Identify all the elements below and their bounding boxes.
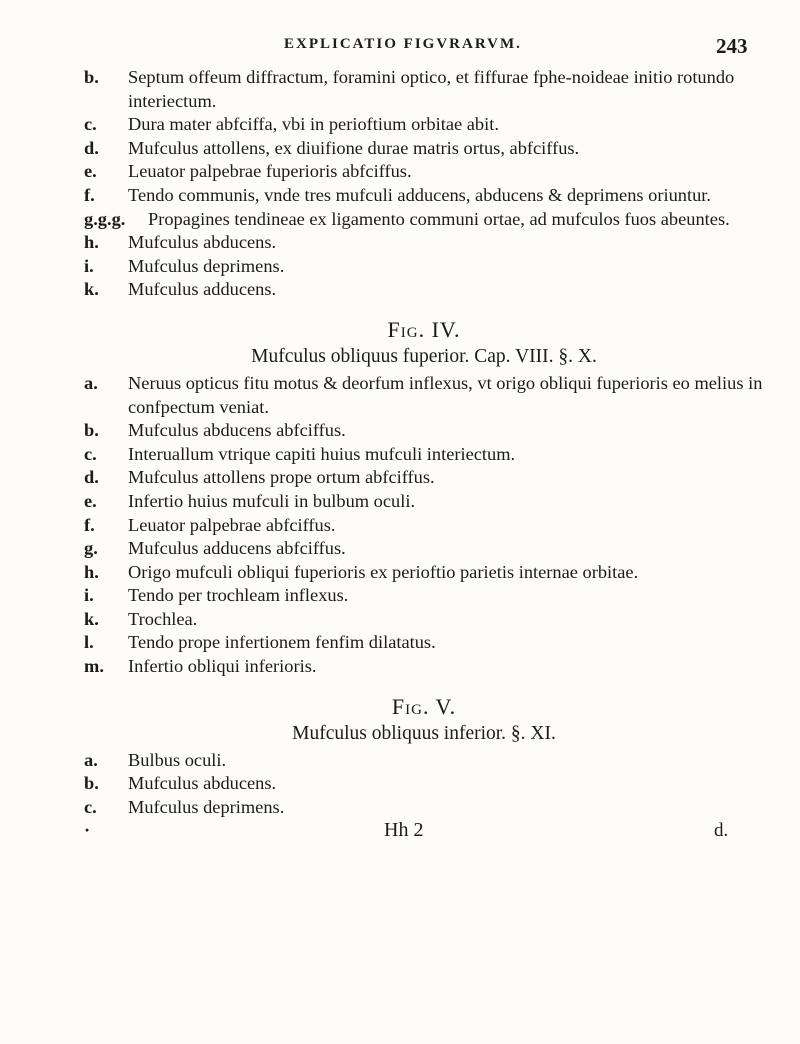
entry-letter: b.: [84, 67, 99, 87]
entry-text: Septum offeum diffractum, foramini optico, et fiffurae fphe-noideae initio rotundo interiectum.: [128, 67, 735, 111]
entry-text: Trochlea.: [128, 608, 198, 629]
signature-mark: Hh 2: [384, 819, 424, 842]
entry-text: Interuallum vtrique capiti huius mufculi interiectum.: [128, 443, 516, 464]
entry-text: Infertio huius mufculi in bulbum oculi.: [128, 490, 416, 511]
legend-entry: [84, 208, 764, 232]
entry-letter: c.: [84, 114, 97, 135]
fig3-legend-continued: [84, 66, 764, 302]
entry-letter: a.: [84, 372, 98, 393]
legend-entry: [84, 796, 764, 820]
page-content: [84, 66, 764, 843]
entry-text: Neruus opticus fitu motus & deorfum inflexus, vt origo obliqui fuperioris eo melius in confpectum veniat.: [128, 372, 763, 417]
entry-text: Mufculus abducens.: [128, 773, 277, 794]
legend-entry: [84, 772, 764, 796]
legend-entry: [84, 749, 764, 773]
entry-text: Mufculus abducens abfciffus.: [128, 420, 346, 441]
legend-entry: [84, 443, 764, 467]
entry-letter: m.: [84, 656, 104, 677]
legend-entry: [84, 278, 764, 302]
entry-letter: b.: [84, 420, 99, 441]
legend-entry: [84, 419, 764, 443]
entry-text: Mufculus adducens.: [128, 279, 277, 300]
legend-entry: [84, 255, 764, 279]
entry-letter: k.: [84, 279, 99, 300]
page-number: 243: [716, 34, 748, 58]
entry-letter: h.: [84, 561, 99, 582]
footer-mark: ·: [84, 820, 91, 841]
legend-entry: [84, 561, 764, 585]
entry-text: Leuator palpebrae abfciffus.: [128, 514, 336, 535]
entry-letter: c.: [84, 443, 97, 464]
page-header: [0, 30, 800, 60]
entry-text: Propagines tendineae ex ligamento communi ortae, ad mufculos fuos abeuntes.: [148, 208, 730, 229]
entry-letter: e.: [84, 490, 97, 511]
entry-text: Infertio obliqui inferioris.: [128, 656, 317, 677]
figure-subtitle: Mufculus obliquus inferior. §. XI.: [292, 722, 556, 744]
entry-letter: i.: [84, 255, 94, 276]
entry-letter: e.: [84, 161, 97, 182]
entry-text: Tendo prope infertionem fenfim dilatatus.: [128, 632, 436, 653]
fig5-legend: [84, 749, 764, 820]
legend-entry: [84, 514, 764, 538]
legend-entry: [84, 490, 764, 514]
fig5-heading: [84, 693, 764, 747]
entry-text: Origo mufculi obliqui fuperioris ex perioftio parietis internae orbitae.: [128, 561, 639, 582]
entry-letter: b.: [84, 773, 99, 794]
legend-entry: [84, 608, 764, 632]
page-footer: [84, 819, 764, 843]
entry-letter: h.: [84, 232, 99, 253]
legend-entry: [84, 160, 764, 184]
entry-text: Dura mater abfciffa, vbi in perioftium orbitae abit.: [128, 114, 499, 135]
legend-entry: [84, 372, 764, 419]
entry-text: Bulbus oculi.: [128, 749, 227, 770]
legend-entry: [84, 66, 764, 113]
running-head: EXPLICATIO FIGVRARVM.: [284, 36, 522, 52]
entry-text: Mufculus abducens.: [128, 232, 277, 253]
entry-text: Mufculus adducens abfciffus.: [128, 538, 346, 559]
legend-entry: [84, 655, 764, 679]
entry-text: Mufculus deprimens.: [128, 255, 285, 276]
entry-text: Tendo per trochleam inflexus.: [128, 585, 349, 606]
legend-entry: [84, 537, 764, 561]
legend-entry: [84, 184, 764, 208]
entry-letter: d.: [84, 137, 99, 158]
entry-text: Mufculus deprimens.: [128, 796, 285, 817]
entry-text: Mufculus attollens, ex diuifione durae matris ortus, abfciffus.: [128, 137, 580, 158]
fig4-legend: [84, 372, 764, 679]
entry-letter: l.: [84, 632, 94, 653]
entry-letter: k.: [84, 608, 99, 629]
entry-letter: g.: [84, 538, 98, 559]
figure-subtitle: Mufculus obliquus fuperior. Cap. VIII. §. X.: [251, 345, 597, 367]
entry-letter: f.: [84, 184, 95, 205]
entry-text: Leuator palpebrae fuperioris abfciffus.: [128, 161, 412, 182]
legend-entry: [84, 231, 764, 255]
entry-letter: i.: [84, 585, 94, 606]
entry-letter: a.: [84, 749, 98, 770]
legend-entry: [84, 137, 764, 161]
entry-letter: f.: [84, 514, 95, 535]
entry-letter: d.: [84, 467, 99, 488]
entry-text: Mufculus attollens prope ortum abfciffus.: [128, 467, 435, 488]
legend-entry: [84, 113, 764, 137]
legend-entry: [84, 466, 764, 490]
entry-letter: c.: [84, 796, 97, 817]
legend-entry: [84, 584, 764, 608]
catchword: d.: [714, 820, 729, 842]
fig4-heading: [84, 316, 764, 370]
figure-title: Fig. IV.: [387, 316, 461, 342]
entry-letter: g.g.g.: [84, 208, 126, 229]
legend-entry: [84, 631, 764, 655]
figure-title: Fig. V.: [391, 693, 457, 719]
entry-text: Tendo communis, vnde tres mufculi adducens, abducens & deprimens oriuntur.: [128, 184, 711, 205]
